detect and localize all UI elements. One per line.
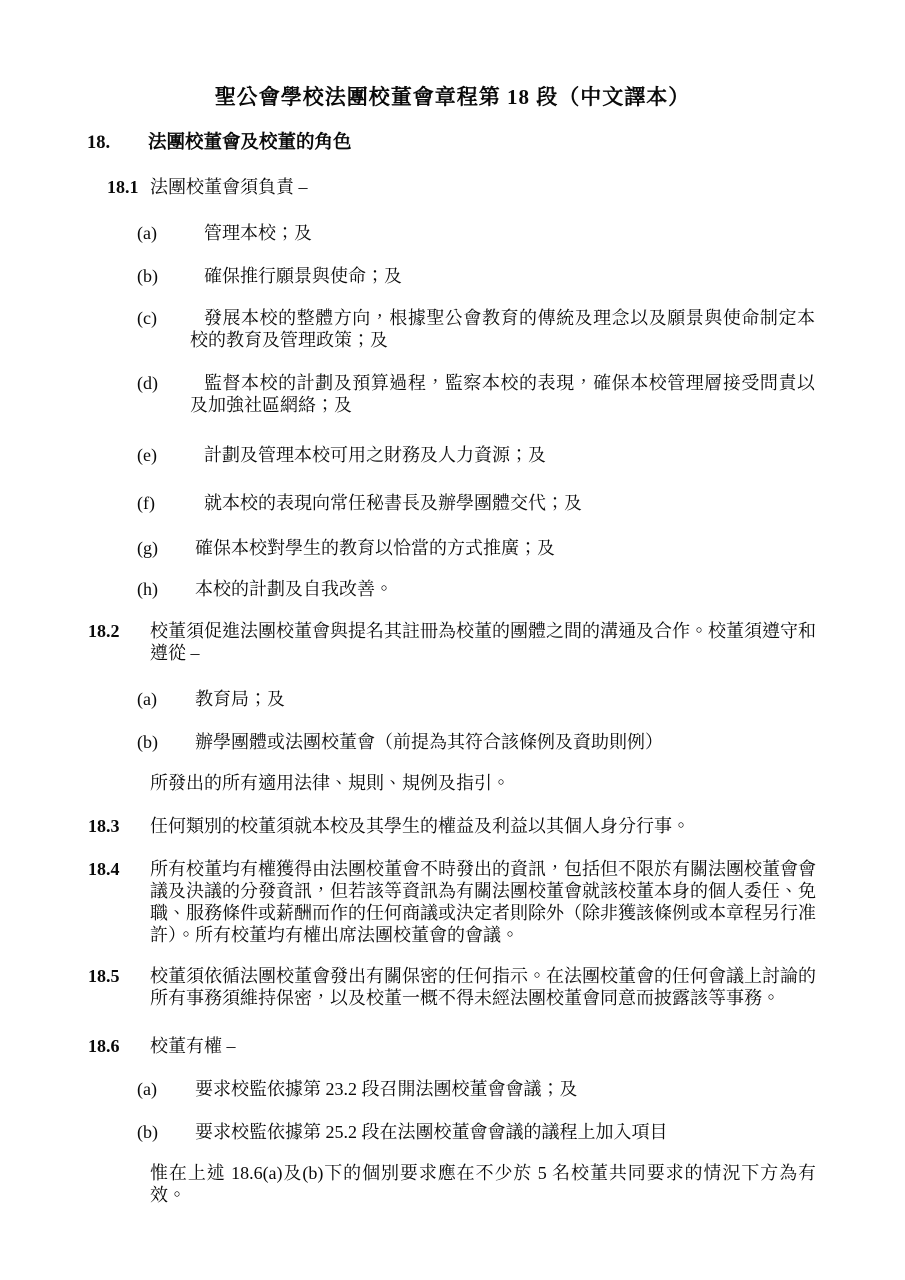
document-title: 聖公會學校法團校董會章程第 18 段（中文譯本） [214, 85, 691, 109]
list-item-18-1-f [137, 492, 815, 514]
item-label: (a) [137, 689, 157, 709]
item-label: (b) [137, 1122, 158, 1142]
item-text: 確保本校對學生的教育以恰當的方式推廣；及 [195, 538, 555, 558]
section-18-5 [88, 965, 816, 1009]
section-text: 校董須依循法團校董會發出有關保密的任何指示。在法團校董會的任何會議上討論的所有事務須維持保密，以及校董一概不得未經法團校董會同意而披露該等事務。 [150, 966, 816, 1008]
section-18-4 [88, 858, 816, 946]
section-number: 18.6 [88, 1036, 120, 1056]
list-item-18-1-d [137, 372, 815, 416]
section-text: 校董有權 – [150, 1036, 236, 1056]
list-item-18-1-e [137, 444, 815, 466]
item-text: 辦學團體或法團校董會（前提為其符合該條例及資助則例） [195, 732, 663, 752]
list-item-18-2-a [137, 688, 815, 710]
section-text: 法團校董會須負責 – [150, 177, 308, 197]
item-text: 確保推行願景與使命；及 [204, 266, 402, 286]
item-label: (a) [137, 223, 157, 243]
section-18-1 [107, 176, 816, 198]
section-number: 18.5 [88, 966, 120, 986]
heading-label: 法團校董會及校董的角色 [148, 133, 352, 153]
list-item-18-1-c [137, 307, 815, 351]
item-text: 本校的計劃及自我改善。 [195, 579, 393, 599]
section-text: 所有校董均有權獲得由法團校董會不時發出的資訊，包括但不限於有關法團校董會會議及決議的分發資訊，但若該等資訊為有關法團校董會就該校董本身的個人委任、免職、服務條件或薪酬而作的任何商議或決定者則除外（除非獲該條例或本章程另行准許）。所有校董均有權出席法團校董會的會議。 [150, 859, 816, 945]
section-number: 18.4 [88, 859, 120, 879]
section-18-2 [88, 620, 816, 664]
list-item-18-2-b [137, 731, 815, 753]
section-number: 18.3 [88, 816, 120, 836]
section-18-6 [88, 1035, 816, 1057]
heading-number: 18. [87, 133, 111, 153]
section-number: 18.2 [88, 621, 120, 641]
list-item-18-1-a [137, 222, 815, 244]
item-label: (b) [137, 266, 158, 286]
list-item-18-1-g [137, 537, 815, 559]
section-18-3 [88, 815, 816, 837]
section-text: 任何類別的校董須就本校及其學生的權益及利益以其個人身分行事。 [150, 816, 690, 836]
section-18-6-trailing: 惟在上述 18.6(a)及(b)下的個別要求應在不少於 5 名校董共同要求的情況下方為有效。 [150, 1163, 816, 1205]
item-label: (g) [137, 538, 158, 558]
section-text: 校董須促進法團校董會與提名其註冊為校董的團體之間的溝通及合作。校董須遵守和遵從 – [150, 621, 816, 663]
item-text: 監督本校的計劃及預算過程，監察本校的表現，確保本校管理層接受問責以及加強社區網絡；及 [190, 373, 815, 415]
item-text: 就本校的表現向常任秘書長及辦學團體交代；及 [204, 493, 582, 513]
section-number: 18.1 [107, 177, 139, 197]
item-label: (h) [137, 579, 158, 599]
item-text: 要求校監依據第 23.2 段召開法團校董會會議；及 [195, 1079, 578, 1099]
item-label: (e) [137, 445, 157, 465]
list-item-18-6-a [137, 1078, 815, 1100]
item-label: (c) [137, 308, 157, 328]
item-text: 管理本校；及 [204, 223, 312, 243]
list-item-18-1-h [137, 578, 815, 600]
list-item-18-1-b [137, 265, 815, 287]
item-label: (a) [137, 1079, 157, 1099]
item-text: 教育局；及 [195, 689, 285, 709]
section-heading-18 [87, 132, 905, 154]
list-item-18-6-b [137, 1121, 815, 1143]
item-text: 發展本校的整體方向，根據聖公會教育的傳統及理念以及願景與使命制定本校的教育及管理政策；及 [190, 308, 815, 350]
item-text: 要求校監依據第 25.2 段在法團校董會會議的議程上加入項目 [195, 1122, 668, 1142]
item-label: (d) [137, 373, 158, 393]
item-text: 計劃及管理本校可用之財務及人力資源；及 [204, 445, 546, 465]
section-18-2-trailing: 所發出的所有適用法律、規則、規例及指引。 [150, 773, 510, 793]
item-label: (b) [137, 732, 158, 752]
item-label: (f) [137, 493, 155, 513]
